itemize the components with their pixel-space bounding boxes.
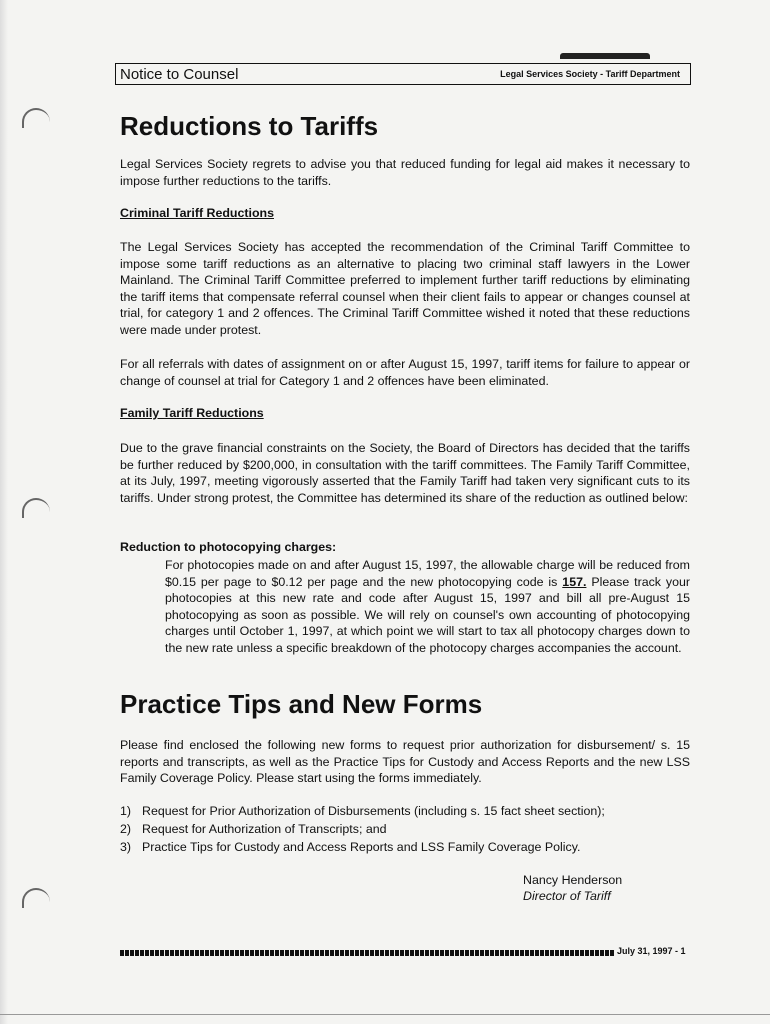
- photocopy-text-pre: For photocopies made on and after August 15, 1997, the allowable charge will be reduced from $0.15 per page to $0.12 per page and the new photocopying code is: [165, 558, 690, 589]
- signature-name: Nancy Henderson: [523, 873, 623, 887]
- list-item: 2) Request for Authorization of Transcripts; and: [120, 822, 387, 836]
- signature-title: Director of Tariff: [523, 889, 611, 903]
- punch-hole-mark: [22, 498, 50, 518]
- photocopy-code: 157.: [562, 574, 587, 589]
- list-item: 1) Request for Prior Authorization of Disbursements (including s. 15 fact sheet section);: [120, 804, 605, 818]
- photocopy-text-post: Please track your photocopies at this new rate and code after August 15, 1997 and bill all pre-August 15 photocopying as soon as possible. We will rely on counsel's own accounting of photocopying charges until October 1, 1997, at which point we will start to tax all photocopy charges down to the new rate unless a specific breakdown of the photocopy charges accompanies the account.: [165, 574, 691, 655]
- scan-bottom-edge: [0, 1014, 770, 1015]
- footer-date-page: July 31, 1997 - 1: [617, 946, 686, 956]
- punch-hole-mark: [22, 888, 50, 908]
- criminal-paragraph-1: The Legal Services Society has accepted the recommendation of the Criminal Tariff Committee to impose some tariff reductions as an alternative to placing two criminal staff lawyers in the Lower Mainland. The Criminal Tariff Committee preferred to implement further tariff reductions by eliminating the tariff items that compensate referral counsel when their client fails to appear or changes counsel at trial, for category 1 and 2 offences. The Criminal Tariff Committee wished it noted that these reductions were made under protest.: [120, 240, 690, 337]
- section-title-reductions: Reductions to Tariffs: [120, 111, 379, 141]
- department-label: Legal Services Society - Tariff Department: [500, 69, 680, 79]
- photocopy-paragraph: [165, 557, 690, 656]
- scan-edge: [0, 0, 8, 1024]
- header-bar: [115, 63, 691, 85]
- notice-label: Notice to Counsel: [120, 66, 239, 83]
- criminal-paragraph-2: For all referrals with dates of assignment on or after August 15, 1997, tariff items for failure to appear or change of counsel at trial for Category 1 and 2 offences have been eliminated.: [120, 357, 690, 388]
- intro-paragraph: Legal Services Society regrets to advise you that reduced funding for legal aid makes it necessary to impose further reductions to the tariffs.: [120, 157, 690, 188]
- photocopy-heading: Reduction to photocopying charges:: [120, 540, 337, 554]
- criminal-heading: Criminal Tariff Reductions: [120, 206, 274, 220]
- list-item: 3) Practice Tips for Custody and Access Reports and LSS Family Coverage Policy.: [120, 840, 581, 854]
- footer-rule: [120, 950, 614, 956]
- forms-list: [120, 802, 605, 856]
- header-tab-mark: [560, 53, 650, 59]
- family-paragraph: Due to the grave financial constraints on the Society, the Board of Directors has decided that the tariffs be further reduced by $200,000, in consultation with the tariff committees. The Family Tariff Committee, at its July, 1997, meeting vigorously asserted that the Family Tariff had taken very significant cuts to its tariffs. Under strong protest, the Committee has determined its share of the reduction as outlined below:: [120, 441, 690, 505]
- punch-hole-mark: [22, 108, 50, 128]
- section-title-practice-tips: Practice Tips and New Forms: [120, 689, 483, 719]
- family-heading: Family Tariff Reductions: [120, 406, 264, 420]
- practice-intro-paragraph: Please find enclosed the following new forms to request prior authorization for disbursement/ s. 15 reports and transcripts, as well as the Practice Tips for Custody and Access Reports and the new LSS Family Coverage Policy. Please start using the forms immediately.: [120, 738, 690, 785]
